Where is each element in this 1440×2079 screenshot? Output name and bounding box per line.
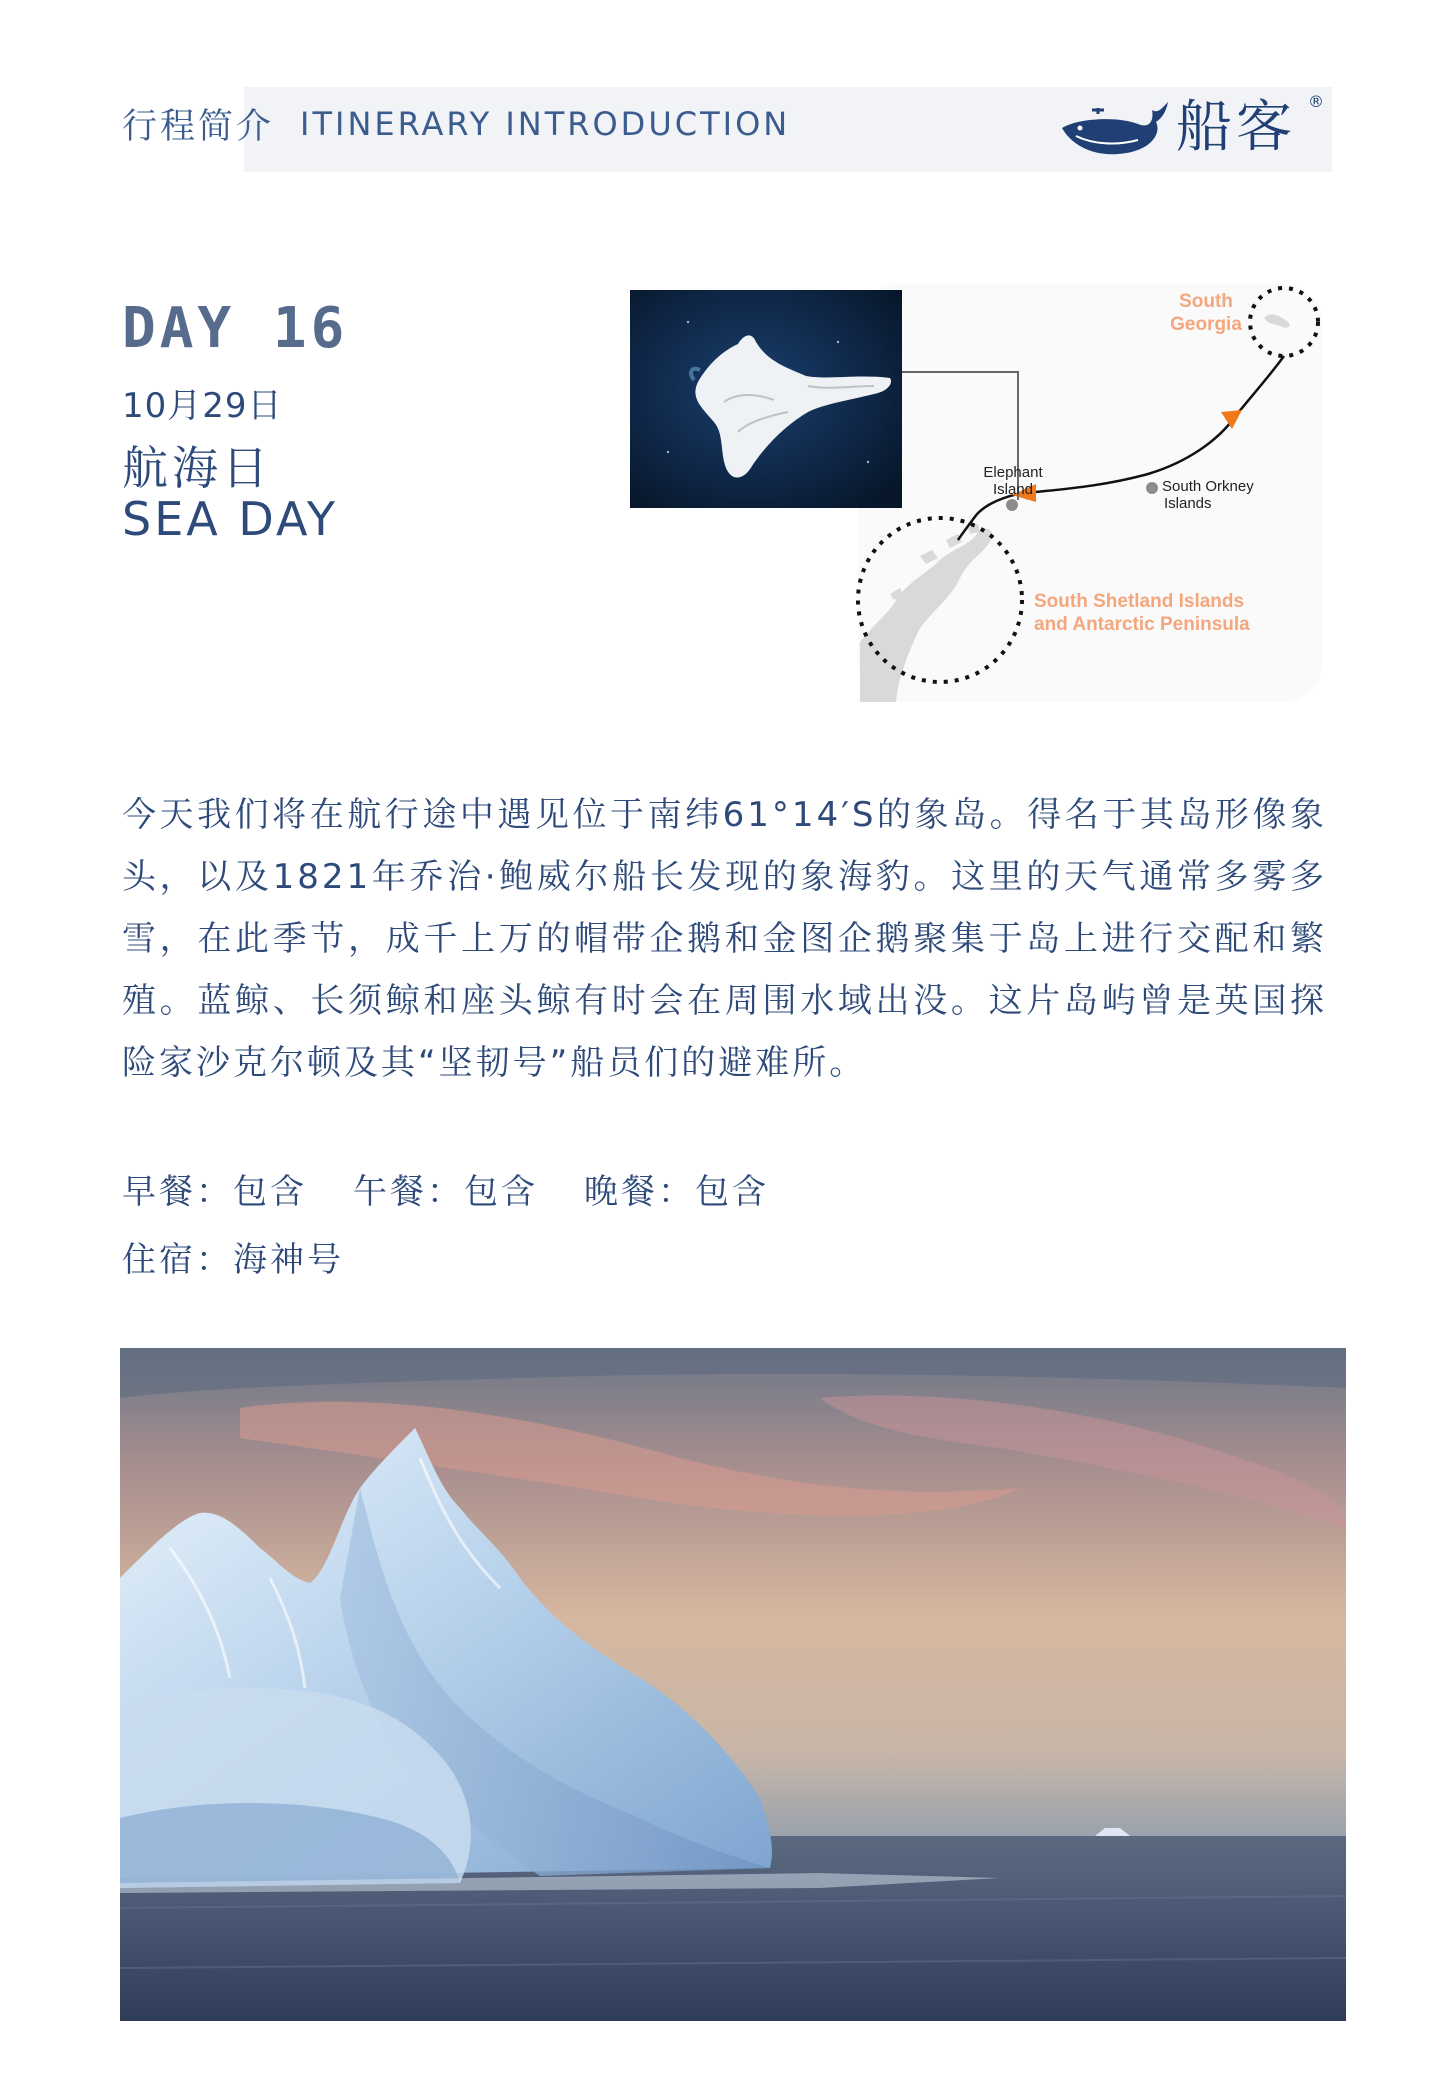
registered-mark: ® (1308, 92, 1324, 111)
itinerary-description: 今天我们将在航行途中遇见位于南纬61°14′S的象岛。得名于其岛形像象头，以及1821年乔治·鲍威尔船长发现的象海豹。这里的天气通常多雾多雪，在此季节，成千上万的帽带企鹅和金图企鹅聚集于岛上进行交配和繁殖。蓝鲸、长须鲸和座头鲸有时会在周围水域出没。这片岛屿曾是英国探险家沙克尔顿及其“坚韧号”船员们的避难所。 (122, 795, 1327, 1083)
south-georgia-label-line1: South (1179, 291, 1233, 312)
whale-icon (1058, 100, 1173, 160)
south-orkney-marker (1146, 482, 1158, 494)
south-georgia-label (1156, 290, 1256, 336)
lunch-info: 午餐：包含 (353, 1172, 538, 1212)
iceberg-photo-graphic (120, 1348, 1346, 2021)
day-number: DAY 16 (122, 296, 349, 361)
south-orkney-label-line1: South Orkney (1162, 478, 1254, 495)
header-title-en: ITINERARY INTRODUCTION (300, 105, 791, 143)
south-georgia-label-line2: Georgia (1170, 314, 1242, 335)
page-header (122, 100, 790, 148)
south-orkney-label-line2: Islands (1164, 495, 1212, 512)
brand-name: 船客 (1176, 95, 1296, 160)
south-orkney-label (1162, 478, 1254, 512)
elephant-island-label-line1: Elephant (983, 464, 1043, 481)
brand-logo (1058, 94, 1328, 166)
day-title-en: SEA DAY (122, 492, 338, 546)
route-map (628, 282, 1328, 704)
south-shetland-label-line2: and Antarctic Peninsula (1034, 614, 1250, 635)
day-title-cn: 航海日 (122, 441, 272, 495)
south-shetland-label (1034, 590, 1250, 636)
lodging-info: 住宿：海神号 (122, 1240, 344, 1280)
elephant-island-label (968, 464, 1058, 498)
south-shetland-label-line1: South Shetland Islands (1034, 591, 1245, 612)
dinner-info: 晚餐：包含 (584, 1172, 769, 1212)
header-title-cn: 行程简介 (122, 107, 275, 147)
day-date: 10月29日 (122, 386, 283, 426)
meals-info (122, 1164, 769, 1214)
iceberg-photo (120, 1348, 1346, 2021)
elephant-island-label-line2: Island (992, 481, 1034, 498)
breakfast-info: 早餐：包含 (122, 1172, 307, 1212)
elephant-island-marker (1006, 499, 1018, 511)
